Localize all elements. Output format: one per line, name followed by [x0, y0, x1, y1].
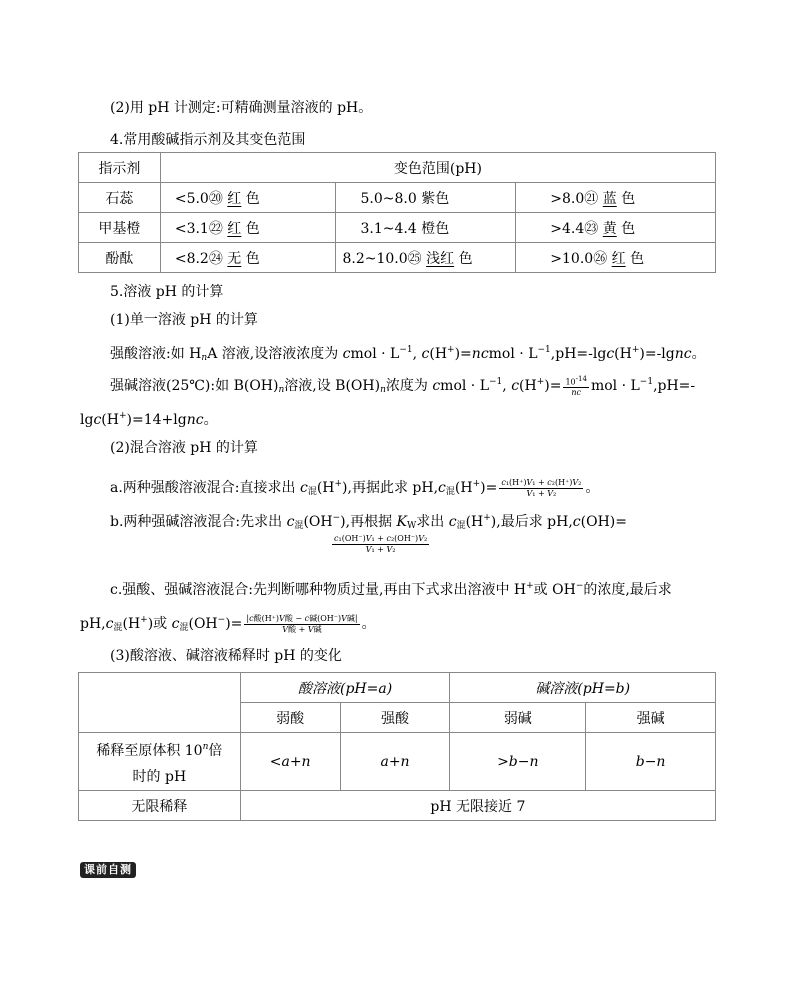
mix-acid-base-line: c.强酸、强碱溶液混合:先判断哪种物质过量,再由下式求出溶液中 H+或 OH−的浓度,最后求 — [110, 581, 672, 598]
dilute-label: 稀释至原体积 10$^n$倍 时的 pH — [79, 733, 241, 791]
table-row: 石蕊 <5.0⑳ 红 色 5.0~8.0 紫色 >8.0㉑ 蓝 色 — [79, 183, 716, 213]
indicator-name: 石蕊 — [79, 183, 161, 213]
table-row: 稀释至原体积 10$^n$倍 时的 pH <a+n a+n >b−n b−n — [79, 733, 716, 791]
table-row — [79, 153, 716, 183]
strong-base-line-2: lgc(H+)=14+lgnc。 — [80, 411, 218, 428]
strong-base-line: 强碱溶液(25℃):如 $B(OH)_n$溶液,设 $B(OH)_n$浓度为 cmol · $L^{-1}$, c(H+)= $\frac{10^{-14}}{nc}$ mol · $L^{-1},pH=-$ — [110, 374, 696, 398]
indicator-name: 甲基橙 — [79, 213, 161, 243]
ph-meter-line: (2)用 pH 计测定:可精确测量溶液的 pH。 — [110, 100, 373, 116]
sub3-title: (3)酸溶液、碱溶液稀释时 pH 的变化 — [110, 648, 342, 664]
sub2-title: (2)混合溶液 pH 的计算 — [110, 440, 258, 456]
acid-header: 酸溶液(pH=a) — [240, 673, 450, 703]
mix-acid-line: a.两种强酸溶液混合:直接求出 $c_混(H^+)$,再据此求 $pH,c_混(H^+)=$ $\frac{\text{c₁(H⁺)V₁ + c₂(H⁺)V₂}}{\text{V₁ + V₂}}$ 。 — [110, 477, 600, 498]
strong-acid-line: 强酸溶液:如 $H_nA$ 溶液,设溶液浓度为 cmol · $L^{-1}$, c(H+)=ncmol · $L^{-1},pH=-\lg c(H^+)=$-lgnc。 — [110, 345, 706, 363]
mix-acid-base-line-2: $pH,c_混(H^+)$或 $c_混(OH^-)=$ $\frac{\text{|c酸(H⁺)V酸 − c碱(OH⁻)V碱|}}{\text{V酸 + V碱}}$ 。 — [80, 613, 376, 634]
pre-class-test-badge: 课前自测 — [80, 862, 136, 878]
section-5-title: 5.溶液 pH 的计算 — [110, 284, 224, 300]
indicator-name: 酚酞 — [79, 243, 161, 273]
header-range: 变色范围(pH) — [160, 153, 715, 183]
indicator-table — [78, 152, 716, 273]
mix-base-line: b.两种强碱溶液混合:先求出 $c_混(OH^-)$,再根据 $K_W$求出 $c_混(H^+)$,最后求 pH,c(OH)= — [110, 513, 627, 531]
header-indicator: 指示剂 — [79, 153, 161, 183]
dilution-table — [78, 672, 716, 821]
sub1-title: (1)单一溶液 pH 的计算 — [110, 312, 258, 328]
mix-base-formula: $\frac{\text{c₁(OH⁻)V₁ + c₂(OH⁻)V₂}}{\text{V₁ + V₂}}$ — [334, 534, 428, 554]
table-row — [79, 673, 716, 703]
table-row: 酚酞 <8.2㉔ 无 色 8.2~10.0㉕ 浅红 色 >10.0㉖ 红 色 — [79, 243, 716, 273]
table-row: 甲基橙 <3.1㉒ 红 色 3.1~4.4 橙色 >4.4㉓ 黄 色 — [79, 213, 716, 243]
section-4-title: 4.常用酸碱指示剂及其变色范围 — [110, 132, 306, 148]
table-row: 无限稀释 pH 无限接近 7 — [79, 791, 716, 821]
table-row: 弱酸 强酸 弱碱 强碱 — [79, 703, 716, 733]
base-header: 碱溶液(pH=b) — [450, 673, 716, 703]
